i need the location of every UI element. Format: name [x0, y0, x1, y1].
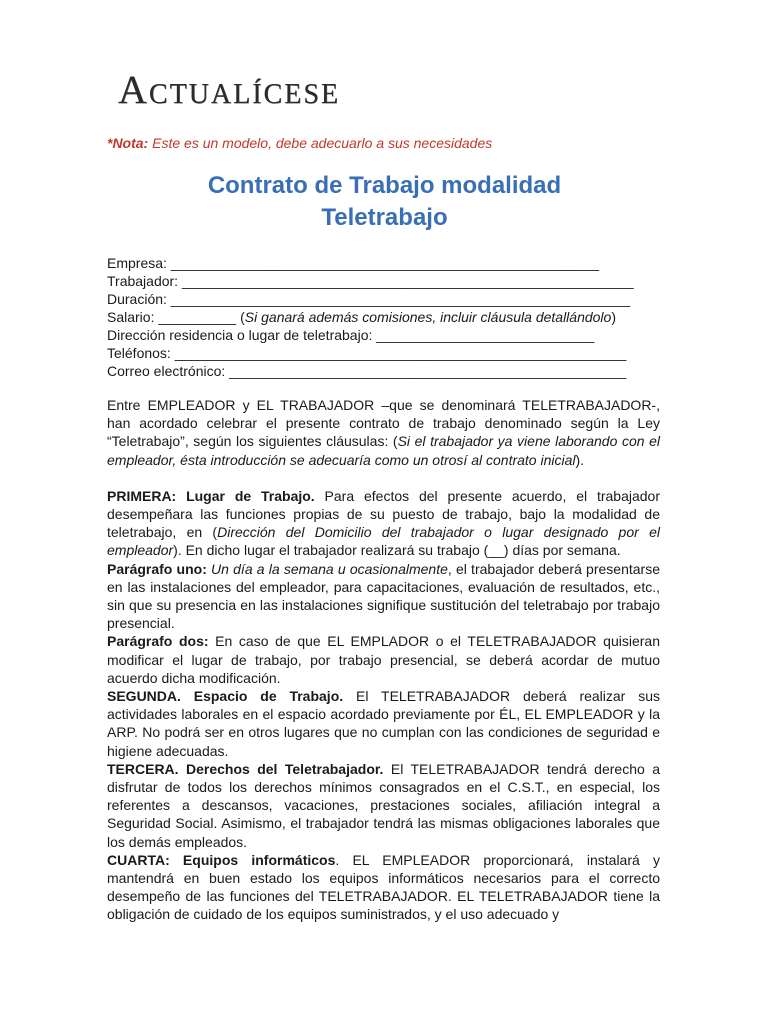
paragraph-uno-italic: Un día a la semana u ocasionalmente — [206, 560, 448, 577]
clause-segunda-text: El TELETRABAJADOR deberá realizar sus actividades laborales en el espacio acordado previamente por ÉL, EL EMPLEADOR y la ARP. No podrá ser en otros lugares que no cumplan con las condiciones de seguridad e higiene adecuadas. — [107, 688, 660, 759]
field-empresa: Empresa: _______________________________________________________ — [107, 255, 600, 271]
intro-end: ). — [575, 451, 585, 468]
title-line-2: Teletrabajo — [321, 204, 448, 231]
clause-segunda-label: SEGUNDA. Espacio de Trabajo. — [107, 688, 344, 705]
intro-italic: Si el trabajador ya viene laborando con el empleador, ésta introducción se adecuaría como un otrosí al contrato inicial — [107, 433, 660, 468]
title-line-1: Contrato de Trabajo modalidad — [207, 172, 562, 199]
clause-tercera-label: TERCERA. Derechos del Teletrabajador. — [107, 760, 384, 777]
paragraph-uno-text: , el trabajador deberá presentarse en las instalaciones del empleador, para capacitaciones, evaluación de resultados, etc., sin que su presencia en las instalaciones signifique sustitución del teletrabajo por trabajo presencial. — [107, 560, 660, 632]
salario-note: Si ganará además comisiones, incluir cláusula detallándolo — [244, 309, 612, 325]
clause-cuarta-text: . EL EMPLEADOR proporcionará, instalará y mantendrá en buen estado los equipos informáticos necesarios para el correcto desempeño de las funciones del TELETRABAJADOR. EL TELETRABAJADOR tiene la obligación de cuidado de los equipos suministrados, y el uso adecuado y — [107, 851, 660, 923]
paragraph-uno — [107, 560, 660, 633]
salario-prefix: Salario: __________ ( — [107, 309, 245, 325]
paragraph-dos-text: En caso de que EL EMPLADOR o el TELETRABAJADOR quisieran modificar el lugar de trabajo, por trabajo presencial, se deberá acordar de mutuo acuerdo dicha modificación. — [107, 633, 660, 686]
intro-paragraph — [107, 396, 660, 469]
document-title — [107, 170, 662, 234]
intro-text: Entre EMPLEADOR y EL TRABAJADOR –que se denominará TELETRABAJADOR-, han acordado celebrar el presente contrato de trabajo denominado según la Ley “Teletrabajo”, según los siguientes cláusulas: ( — [107, 397, 660, 450]
field-salario — [107, 308, 667, 326]
clause-tercera — [107, 760, 660, 851]
clause-primera-text-2: ). En dicho lugar el trabajador realizará su trabajo (__) días por semana. — [173, 542, 621, 559]
model-note — [107, 134, 492, 152]
paragraph-dos — [107, 632, 660, 687]
field-correo: Correo electrónico: ___________________________________________________ — [107, 363, 627, 379]
clause-primera-text: Para efectos del presente acuerdo, el trabajador desempeñara las funciones propias de su puesto de trabajo, bajo la modalidad de teletrabajo, en ( — [107, 487, 660, 541]
salario-suffix: ) — [611, 309, 616, 325]
field-trabajador: Trabajador: __________________________________________________________ — [107, 273, 634, 289]
clause-cuarta-label: CUARTA: Equipos informáticos — [107, 851, 336, 868]
clause-cuarta — [107, 851, 660, 924]
paragraph-uno-label: Parágrafo uno: — [107, 560, 207, 577]
clause-primera — [107, 487, 660, 560]
clause-tercera-text: El TELETRABAJADOR tendrá derecho a disfrutar de todos los derechos mínimos consagrados en el C.S.T., en especial, los referentes a descansos, vacaciones, prestaciones sociales, afiliación integral a Seguridad Social. Asimismo, el trabajador tendrá las mismas obligaciones laborales que los demás empleados. — [107, 760, 660, 850]
field-direccion: Dirección residencia o lugar de teletrabajo: ____________________________ — [107, 327, 595, 343]
note-label: *Nota: — [107, 135, 149, 151]
clause-primera-label: PRIMERA: Lugar de Trabajo. — [107, 487, 315, 504]
note-text: Este es un modelo, debe adecuarlo a sus necesidades — [152, 135, 493, 151]
actualicese-logo: Actualícese — [118, 67, 340, 112]
paragraph-dos-label: Parágrafo dos: — [107, 633, 209, 650]
field-telefonos: Teléfonos: __________________________________________________________ — [107, 345, 627, 361]
clause-segunda — [107, 687, 660, 760]
clause-primera-italic: Dirección del Domicilio del trabajador o lugar designado por el empleador — [107, 524, 660, 559]
field-duracion: Duración: ___________________________________________________________ — [107, 291, 631, 307]
contract-fields — [107, 254, 667, 380]
contract-body — [107, 396, 660, 924]
